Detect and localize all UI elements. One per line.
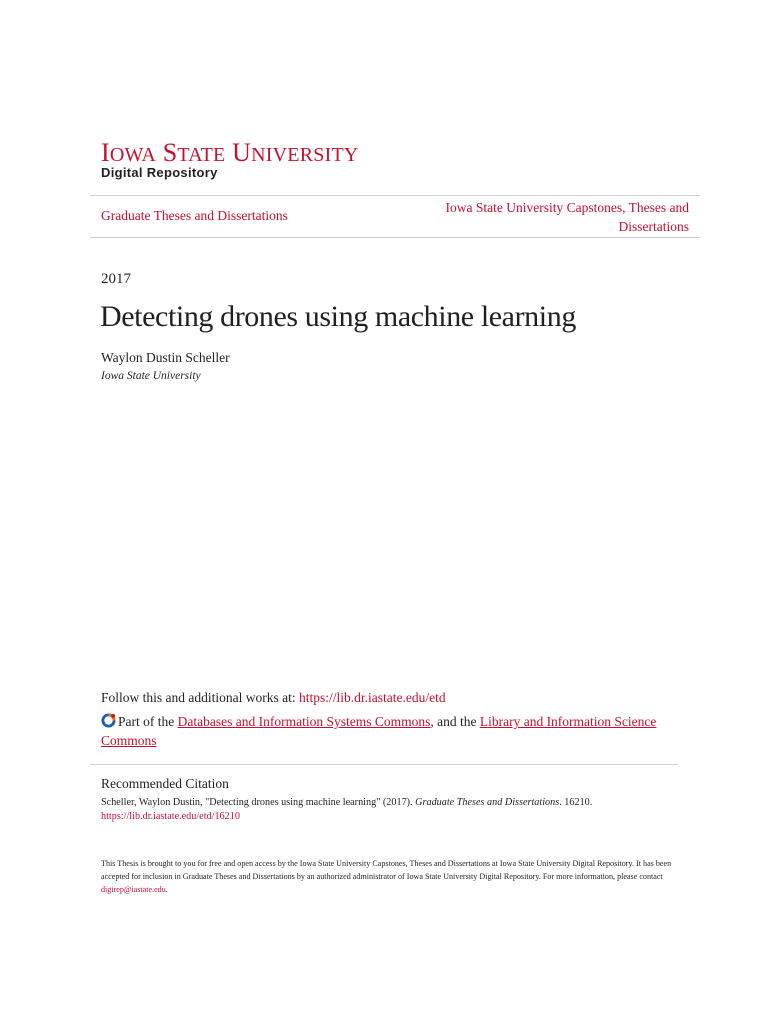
- logo-rest-niversity: NIVERSITY: [251, 144, 359, 166]
- logo-initial-s: S: [162, 138, 178, 167]
- author-affiliation: Iowa State University: [101, 370, 201, 382]
- citation-divider: [90, 764, 678, 765]
- logo-rest-tate: TATE: [177, 144, 226, 166]
- citation-text: [101, 796, 681, 824]
- contact-email-link[interactable]: digirep@iastate.edu: [101, 885, 166, 894]
- citation-heading: Recommended Citation: [101, 776, 229, 791]
- part-of-middle: , and the: [430, 714, 480, 729]
- nav-top-divider: [90, 195, 700, 196]
- logo-rest-owa: OWA: [109, 144, 157, 166]
- citation-suffix: . 16210.: [559, 797, 593, 808]
- citation-url-link[interactable]: https://lib.dr.iastate.edu/etd/16210: [101, 811, 240, 822]
- citation-prefix: Scheller, Waylon Dustin, "Detecting drones using machine learning" (2017).: [101, 797, 416, 808]
- nav-bottom-divider: [90, 237, 700, 238]
- part-of-line: [101, 712, 661, 750]
- notice-end: .: [165, 885, 168, 894]
- follow-line: [101, 689, 446, 707]
- etd-link[interactable]: https://lib.dr.iastate.edu/etd: [299, 690, 446, 705]
- databases-commons-link[interactable]: Databases and Information Systems Commons: [177, 714, 431, 729]
- follow-prefix: Follow this and additional works at:: [101, 690, 299, 705]
- repository-subtitle: Digital Repository: [101, 165, 218, 180]
- logo-initial-i: I: [101, 138, 110, 167]
- library-science-commons-link[interactable]: Library and Information Science Commons: [101, 714, 657, 748]
- part-of-prefix: Part of the: [118, 714, 178, 729]
- notice-text: This Thesis is brought to you for free and open access by the Iowa State University Capstones, Theses and Dissertations at Iowa State University Digital Repository. It has been accepted for inclusion in Graduate Theses and Dissertations by an authorized administrator of Iowa State University Digital Repository. For more information, please contact: [101, 859, 672, 881]
- citation-series: Graduate Theses and Dissertations: [415, 797, 560, 808]
- author-name: Waylon Dustin Scheller: [101, 350, 230, 365]
- document-title: Detecting drones using machine learning: [100, 300, 576, 333]
- graduate-theses-link[interactable]: Graduate Theses and Dissertations: [101, 208, 288, 223]
- logo-initial-u: U: [232, 138, 252, 167]
- capstones-theses-link[interactable]: Iowa State University Capstones, Theses and Dissertations: [445, 200, 689, 234]
- publication-year: 2017: [101, 271, 131, 287]
- network-commons-icon: [101, 713, 116, 728]
- access-notice: [101, 857, 681, 896]
